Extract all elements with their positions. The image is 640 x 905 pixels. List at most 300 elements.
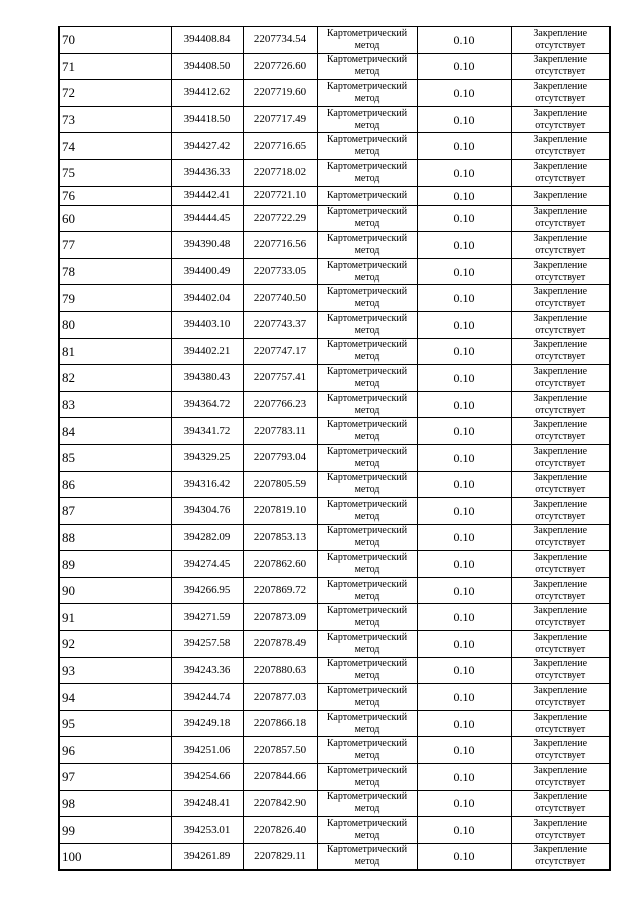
- fixation-cell: [511, 551, 610, 578]
- table-row: [59, 80, 610, 107]
- method-cell-line-1: Картометрический: [326, 339, 408, 351]
- fixation-cell-line-2: отсутствует: [535, 830, 586, 842]
- point-number-cell: 93: [59, 657, 171, 684]
- y-coordinate-cell: 2207716.65: [243, 133, 317, 160]
- fixation-cell-line-2: отсутствует: [535, 484, 586, 496]
- accuracy-cell: 0.10: [417, 710, 511, 737]
- method-cell-line-2: метод: [354, 431, 380, 443]
- method-cell-line-2: метод: [354, 856, 380, 868]
- method-cell: [317, 311, 417, 338]
- x-coordinate-cell: 394444.45: [171, 205, 243, 232]
- method-cell-line-1: Картометрический: [326, 791, 408, 803]
- fixation-cell-line-2: отсутствует: [535, 537, 586, 549]
- y-coordinate-cell: 2207873.09: [243, 604, 317, 631]
- point-number-cell: 86: [59, 471, 171, 498]
- method-cell: [317, 737, 417, 764]
- accuracy-cell: 0.10: [417, 205, 511, 232]
- table-row: [59, 27, 610, 54]
- accuracy-cell: 0.10: [417, 684, 511, 711]
- method-cell: [317, 790, 417, 817]
- accuracy-cell: 0.10: [417, 418, 511, 445]
- accuracy-cell: 0.10: [417, 338, 511, 365]
- fixation-cell-line-2: отсутствует: [535, 66, 586, 78]
- table-row: [59, 843, 610, 870]
- y-coordinate-cell: 2207826.40: [243, 817, 317, 844]
- x-coordinate-cell: 394261.89: [171, 843, 243, 870]
- method-cell: [317, 498, 417, 525]
- fixation-cell-line-1: Закрепление: [533, 605, 588, 617]
- method-cell-line-1: Картометрический: [326, 764, 408, 776]
- x-coordinate-cell: 394380.43: [171, 365, 243, 392]
- table-row: [59, 232, 610, 259]
- x-coordinate-cell: 394282.09: [171, 524, 243, 551]
- point-number-cell: 60: [59, 205, 171, 232]
- x-coordinate-cell: 394436.33: [171, 159, 243, 186]
- method-cell-line-2: метод: [354, 697, 380, 709]
- accuracy-cell: 0.10: [417, 498, 511, 525]
- fixation-cell: [511, 684, 610, 711]
- method-cell-line-1: Картометрический: [326, 445, 408, 457]
- fixation-cell-line-1: Закрепление: [533, 445, 588, 457]
- method-cell: [317, 186, 417, 205]
- method-cell-line-1: Картометрический: [326, 312, 408, 324]
- x-coordinate-cell: 394257.58: [171, 631, 243, 658]
- y-coordinate-cell: 2207880.63: [243, 657, 317, 684]
- y-coordinate-cell: 2207866.18: [243, 710, 317, 737]
- fixation-cell: [511, 391, 610, 418]
- point-number-cell: 72: [59, 80, 171, 107]
- fixation-cell: [511, 106, 610, 133]
- y-coordinate-cell: 2207726.60: [243, 53, 317, 80]
- point-number-cell: 92: [59, 631, 171, 658]
- fixation-cell-line-1: Закрепление: [533, 312, 588, 324]
- table-row: [59, 258, 610, 285]
- accuracy-cell: 0.10: [417, 790, 511, 817]
- y-coordinate-cell: 2207793.04: [243, 444, 317, 471]
- method-cell-line-2: метод: [354, 803, 380, 815]
- accuracy-cell: 0.10: [417, 53, 511, 80]
- table-row: [59, 53, 610, 80]
- x-coordinate-cell: 394248.41: [171, 790, 243, 817]
- fixation-cell: [511, 498, 610, 525]
- method-cell: [317, 817, 417, 844]
- x-coordinate-cell: 394341.72: [171, 418, 243, 445]
- y-coordinate-cell: 2207857.50: [243, 737, 317, 764]
- table-row: [59, 498, 610, 525]
- fixation-cell: [511, 80, 610, 107]
- fixation-cell-line-2: отсутствует: [535, 172, 586, 184]
- fixation-cell-line-2: отсутствует: [535, 697, 586, 709]
- method-cell-line-2: метод: [354, 298, 380, 310]
- method-cell: [317, 391, 417, 418]
- point-number-cell: 71: [59, 53, 171, 80]
- x-coordinate-cell: 394329.25: [171, 444, 243, 471]
- fixation-cell-line-1: Закрепление: [533, 658, 588, 670]
- point-number-cell: 77: [59, 232, 171, 259]
- y-coordinate-cell: 2207819.10: [243, 498, 317, 525]
- point-number-cell: 80: [59, 311, 171, 338]
- fixation-cell-line-2: отсутствует: [535, 271, 586, 283]
- method-cell: [317, 524, 417, 551]
- table-body: [59, 27, 610, 870]
- method-cell-line-2: метод: [354, 510, 380, 522]
- fixation-cell-line-2: отсутствует: [535, 564, 586, 576]
- accuracy-cell: 0.10: [417, 551, 511, 578]
- point-number-cell: 99: [59, 817, 171, 844]
- method-cell-line-1: Картометрический: [326, 134, 408, 146]
- x-coordinate-cell: 394418.50: [171, 106, 243, 133]
- accuracy-cell: 0.10: [417, 764, 511, 791]
- method-cell: [317, 418, 417, 445]
- table-row: [59, 444, 610, 471]
- method-cell-line-1: Картометрический: [326, 711, 408, 723]
- point-number-cell: 89: [59, 551, 171, 578]
- x-coordinate-cell: 394243.36: [171, 657, 243, 684]
- method-cell-line-2: метод: [354, 776, 380, 788]
- fixation-cell-line-2: отсутствует: [535, 590, 586, 602]
- table-row: [59, 737, 610, 764]
- method-cell-line-1: Картометрический: [326, 419, 408, 431]
- fixation-cell-line-2: отсутствует: [535, 92, 586, 104]
- x-coordinate-cell: 394402.04: [171, 285, 243, 312]
- method-cell-line-2: метод: [354, 723, 380, 735]
- accuracy-cell: 0.10: [417, 159, 511, 186]
- method-cell: [317, 657, 417, 684]
- method-cell-line-1: Картометрический: [326, 232, 408, 244]
- y-coordinate-cell: 2207718.02: [243, 159, 317, 186]
- fixation-cell: [511, 657, 610, 684]
- accuracy-cell: 0.10: [417, 604, 511, 631]
- method-cell: [317, 631, 417, 658]
- accuracy-cell: 0.10: [417, 631, 511, 658]
- table-row: [59, 577, 610, 604]
- table-row: [59, 391, 610, 418]
- fixation-cell: [511, 285, 610, 312]
- x-coordinate-cell: 394244.74: [171, 684, 243, 711]
- point-number-cell: 82: [59, 365, 171, 392]
- fixation-cell: [511, 471, 610, 498]
- fixation-cell-line-2: отсутствует: [535, 39, 586, 51]
- method-cell-line-1: Картометрический: [326, 552, 408, 564]
- fixation-cell-line-1: Закрепление: [533, 365, 588, 377]
- method-cell: [317, 285, 417, 312]
- table-row: [59, 133, 610, 160]
- fixation-cell-line-2: отсутствует: [535, 457, 586, 469]
- method-cell-line-1: Картометрический: [326, 525, 408, 537]
- point-number-cell: 100: [59, 843, 171, 870]
- fixation-cell: [511, 186, 610, 205]
- fixation-cell-line-1: Закрепление: [533, 764, 588, 776]
- fixation-cell-line-1: Закрепление: [533, 631, 588, 643]
- method-cell-line-1: Картометрический: [326, 658, 408, 670]
- fixation-cell: [511, 311, 610, 338]
- table-row: [59, 524, 610, 551]
- fixation-cell: [511, 133, 610, 160]
- fixation-cell: [511, 524, 610, 551]
- method-cell-line-1: Картометрический: [326, 472, 408, 484]
- point-number-cell: 91: [59, 604, 171, 631]
- x-coordinate-cell: 394400.49: [171, 258, 243, 285]
- fixation-cell-line-2: отсутствует: [535, 146, 586, 158]
- point-number-cell: 97: [59, 764, 171, 791]
- y-coordinate-cell: 2207717.49: [243, 106, 317, 133]
- table-row: [59, 418, 610, 445]
- fixation-cell: [511, 232, 610, 259]
- fixation-cell-line-2: отсутствует: [535, 218, 586, 230]
- fixation-cell-line-2: отсутствует: [535, 377, 586, 389]
- fixation-cell: [511, 577, 610, 604]
- table-row: [59, 205, 610, 232]
- method-cell: [317, 577, 417, 604]
- method-cell-line-2: метод: [354, 271, 380, 283]
- y-coordinate-cell: 2207757.41: [243, 365, 317, 392]
- point-number-cell: 88: [59, 524, 171, 551]
- accuracy-cell: 0.10: [417, 311, 511, 338]
- fixation-cell-line-2: отсутствует: [535, 776, 586, 788]
- method-cell-line-2: метод: [354, 670, 380, 682]
- method-cell-line-2: метод: [354, 377, 380, 389]
- table-row: [59, 285, 610, 312]
- accuracy-cell: 0.10: [417, 285, 511, 312]
- table-row: [59, 365, 610, 392]
- fixation-cell-line-2: отсутствует: [535, 670, 586, 682]
- point-number-cell: 79: [59, 285, 171, 312]
- table-row: [59, 186, 610, 205]
- fixation-cell-line-2: отсутствует: [535, 244, 586, 256]
- accuracy-cell: 0.10: [417, 444, 511, 471]
- y-coordinate-cell: 2207869.72: [243, 577, 317, 604]
- y-coordinate-cell: 2207844.66: [243, 764, 317, 791]
- fixation-cell-line-1: Закрепление: [533, 498, 588, 510]
- fixation-cell-line-1: Закрепление: [533, 259, 588, 271]
- method-cell-line-2: метод: [354, 537, 380, 549]
- method-cell-line-1: Картометрический: [326, 160, 408, 172]
- table-row: [59, 790, 610, 817]
- method-cell: [317, 258, 417, 285]
- fixation-cell-line-2: отсутствует: [535, 750, 586, 762]
- fixation-cell: [511, 53, 610, 80]
- fixation-cell-line-1: Закрепление: [533, 134, 588, 146]
- table-row: [59, 817, 610, 844]
- fixation-cell-line-1: Закрепление: [533, 844, 588, 856]
- accuracy-cell: 0.10: [417, 258, 511, 285]
- method-cell-line-1: Картометрический: [326, 107, 408, 119]
- accuracy-cell: 0.10: [417, 391, 511, 418]
- fixation-cell: [511, 444, 610, 471]
- method-cell: [317, 53, 417, 80]
- point-number-cell: 87: [59, 498, 171, 525]
- fixation-cell: [511, 27, 610, 54]
- table-row: [59, 338, 610, 365]
- method-cell-line-1: Картометрический: [326, 27, 408, 39]
- fixation-cell: [511, 631, 610, 658]
- fixation-cell-line-2: отсутствует: [535, 351, 586, 363]
- method-cell-line-2: метод: [354, 119, 380, 131]
- method-cell-line-2: метод: [354, 66, 380, 78]
- fixation-cell-line-1: Закрепление: [533, 189, 588, 201]
- point-number-cell: 98: [59, 790, 171, 817]
- x-coordinate-cell: 394408.50: [171, 53, 243, 80]
- fixation-cell: [511, 737, 610, 764]
- accuracy-cell: 0.10: [417, 817, 511, 844]
- x-coordinate-cell: 394403.10: [171, 311, 243, 338]
- fixation-cell: [511, 817, 610, 844]
- table-row: [59, 764, 610, 791]
- accuracy-cell: 0.10: [417, 737, 511, 764]
- fixation-cell: [511, 258, 610, 285]
- table-row: [59, 159, 610, 186]
- x-coordinate-cell: 394254.66: [171, 764, 243, 791]
- fixation-cell-line-1: Закрепление: [533, 419, 588, 431]
- point-number-cell: 84: [59, 418, 171, 445]
- x-coordinate-cell: 394390.48: [171, 232, 243, 259]
- fixation-cell-line-1: Закрепление: [533, 339, 588, 351]
- accuracy-cell: 0.10: [417, 524, 511, 551]
- method-cell-line-2: метод: [354, 457, 380, 469]
- method-cell: [317, 205, 417, 232]
- fixation-cell-line-1: Закрепление: [533, 27, 588, 39]
- method-cell: [317, 684, 417, 711]
- fixation-cell-line-2: отсутствует: [535, 643, 586, 655]
- method-cell-line-2: метод: [354, 643, 380, 655]
- fixation-cell: [511, 843, 610, 870]
- fixation-cell: [511, 418, 610, 445]
- accuracy-cell: 0.10: [417, 843, 511, 870]
- x-coordinate-cell: 394251.06: [171, 737, 243, 764]
- method-cell-line-1: Картометрический: [326, 189, 408, 201]
- accuracy-cell: 0.10: [417, 657, 511, 684]
- fixation-cell-line-2: отсутствует: [535, 298, 586, 310]
- fixation-cell-line-1: Закрепление: [533, 54, 588, 66]
- x-coordinate-cell: 394427.42: [171, 133, 243, 160]
- method-cell-line-2: метод: [354, 324, 380, 336]
- table-row: [59, 657, 610, 684]
- fixation-cell-line-1: Закрепление: [533, 232, 588, 244]
- y-coordinate-cell: 2207721.10: [243, 186, 317, 205]
- x-coordinate-cell: 394271.59: [171, 604, 243, 631]
- fixation-cell: [511, 205, 610, 232]
- method-cell-line-1: Картометрический: [326, 685, 408, 697]
- table-row: [59, 684, 610, 711]
- fixation-cell-line-1: Закрепление: [533, 738, 588, 750]
- fixation-cell-line-1: Закрепление: [533, 685, 588, 697]
- y-coordinate-cell: 2207719.60: [243, 80, 317, 107]
- accuracy-cell: 0.10: [417, 27, 511, 54]
- fixation-cell: [511, 159, 610, 186]
- y-coordinate-cell: 2207783.11: [243, 418, 317, 445]
- fixation-cell-line-1: Закрепление: [533, 472, 588, 484]
- method-cell: [317, 764, 417, 791]
- y-coordinate-cell: 2207733.05: [243, 258, 317, 285]
- method-cell-line-2: метод: [354, 39, 380, 51]
- method-cell-line-1: Картометрический: [326, 54, 408, 66]
- accuracy-cell: 0.10: [417, 106, 511, 133]
- fixation-cell-line-1: Закрепление: [533, 525, 588, 537]
- y-coordinate-cell: 2207722.29: [243, 205, 317, 232]
- y-coordinate-cell: 2207716.56: [243, 232, 317, 259]
- method-cell-line-1: Картометрический: [326, 80, 408, 92]
- point-number-cell: 94: [59, 684, 171, 711]
- fixation-cell-line-1: Закрепление: [533, 392, 588, 404]
- method-cell-line-2: метод: [354, 172, 380, 184]
- accuracy-cell: 0.10: [417, 471, 511, 498]
- fixation-cell-line-1: Закрепление: [533, 791, 588, 803]
- x-coordinate-cell: 394408.84: [171, 27, 243, 54]
- x-coordinate-cell: 394412.62: [171, 80, 243, 107]
- point-number-cell: 75: [59, 159, 171, 186]
- y-coordinate-cell: 2207842.90: [243, 790, 317, 817]
- fixation-cell-line-1: Закрепление: [533, 286, 588, 298]
- point-number-cell: 90: [59, 577, 171, 604]
- method-cell-line-2: метод: [354, 590, 380, 602]
- point-number-cell: 70: [59, 27, 171, 54]
- x-coordinate-cell: 394249.18: [171, 710, 243, 737]
- y-coordinate-cell: 2207747.17: [243, 338, 317, 365]
- table-row: [59, 604, 610, 631]
- method-cell: [317, 604, 417, 631]
- fixation-cell-line-1: Закрепление: [533, 711, 588, 723]
- point-number-cell: 81: [59, 338, 171, 365]
- method-cell-line-2: метод: [354, 244, 380, 256]
- x-coordinate-cell: 394402.21: [171, 338, 243, 365]
- point-number-cell: 74: [59, 133, 171, 160]
- y-coordinate-cell: 2207740.50: [243, 285, 317, 312]
- method-cell-line-2: метод: [354, 750, 380, 762]
- accuracy-cell: 0.10: [417, 577, 511, 604]
- point-number-cell: 83: [59, 391, 171, 418]
- x-coordinate-cell: 394266.95: [171, 577, 243, 604]
- method-cell-line-2: метод: [354, 830, 380, 842]
- method-cell: [317, 159, 417, 186]
- table-row: [59, 311, 610, 338]
- method-cell-line-1: Картометрический: [326, 286, 408, 298]
- y-coordinate-cell: 2207766.23: [243, 391, 317, 418]
- point-number-cell: 95: [59, 710, 171, 737]
- fixation-cell-line-2: отсутствует: [535, 617, 586, 629]
- table-row: [59, 471, 610, 498]
- accuracy-cell: 0.10: [417, 80, 511, 107]
- method-cell: [317, 106, 417, 133]
- fixation-cell-line-2: отсутствует: [535, 803, 586, 815]
- accuracy-cell: 0.10: [417, 133, 511, 160]
- fixation-cell-line-2: отсутствует: [535, 723, 586, 735]
- point-number-cell: 73: [59, 106, 171, 133]
- method-cell-line-2: метод: [354, 146, 380, 158]
- fixation-cell: [511, 365, 610, 392]
- method-cell-line-2: метод: [354, 564, 380, 576]
- x-coordinate-cell: 394274.45: [171, 551, 243, 578]
- method-cell: [317, 27, 417, 54]
- y-coordinate-cell: 2207805.59: [243, 471, 317, 498]
- table-row: [59, 710, 610, 737]
- fixation-cell-line-1: Закрепление: [533, 578, 588, 590]
- method-cell: [317, 365, 417, 392]
- x-coordinate-cell: 394253.01: [171, 817, 243, 844]
- y-coordinate-cell: 2207734.54: [243, 27, 317, 54]
- method-cell-line-2: метод: [354, 218, 380, 230]
- fixation-cell-line-2: отсутствует: [535, 431, 586, 443]
- table-row: [59, 631, 610, 658]
- table-row: [59, 551, 610, 578]
- method-cell-line-1: Картометрический: [326, 631, 408, 643]
- accuracy-cell: 0.10: [417, 232, 511, 259]
- method-cell-line-1: Картометрический: [326, 605, 408, 617]
- y-coordinate-cell: 2207878.49: [243, 631, 317, 658]
- method-cell: [317, 551, 417, 578]
- fixation-cell-line-1: Закрепление: [533, 818, 588, 830]
- fixation-cell-line-1: Закрепление: [533, 160, 588, 172]
- x-coordinate-cell: 394364.72: [171, 391, 243, 418]
